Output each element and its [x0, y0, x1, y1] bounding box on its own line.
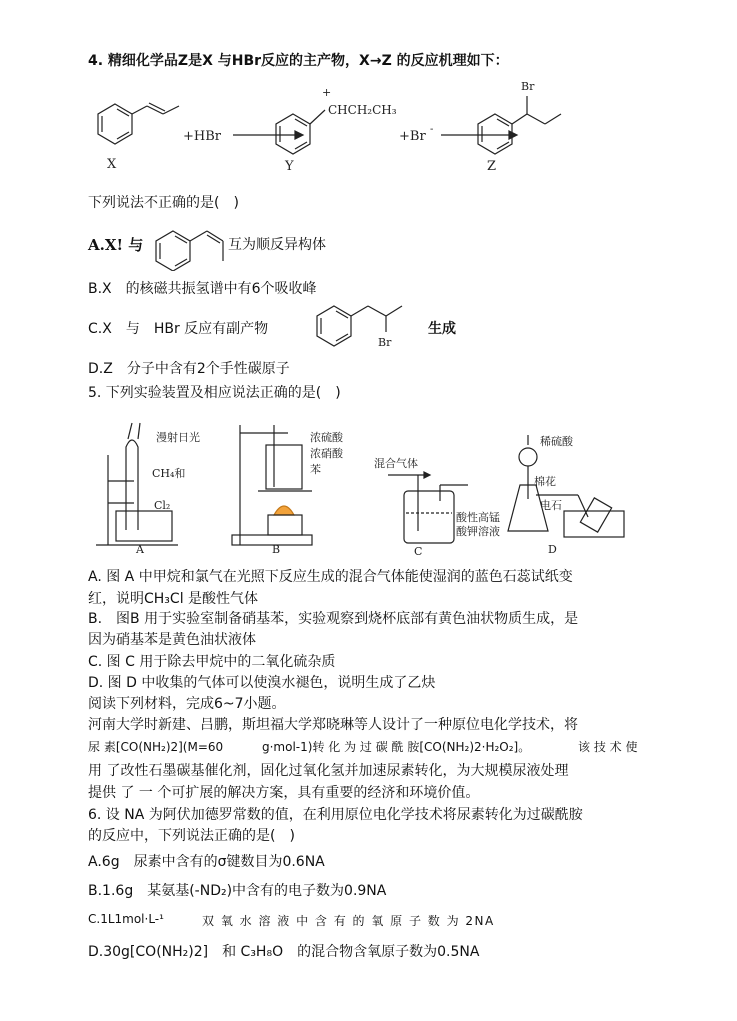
q4-option-b: B.X 的核磁共振氢谱中有6个吸收峰: [88, 281, 317, 297]
q5-option-b-line2: 因为硝基苯是黄色油状液体: [88, 632, 256, 648]
byproduct-structure: [312, 296, 422, 354]
q6-option-c-a: C.1L1mol·L-¹: [88, 912, 164, 926]
label-z: Z: [487, 159, 497, 174]
q4-stem: 下列说法不正确的是( ): [88, 195, 239, 211]
br-minus-charge: -: [430, 124, 434, 135]
q4-option-a-prefix: A.X! 与: [88, 236, 144, 254]
q6-option-a: A.6g 尿素中含有的σ键数目为0.6NA: [88, 854, 325, 870]
q6-title-line1: 6. 设 NA 为阿伏加德罗常数的值，在利用原位电化学技术将尿素转化为过碳酰胺: [88, 807, 583, 823]
label-b: B: [272, 543, 281, 555]
arrow-1: [233, 131, 303, 139]
plus-br: +Br: [399, 129, 426, 144]
q6-option-c-b: 双 氧 水 溶 液 中 含 有 的 氧 原 子 数 为 2NA: [202, 914, 495, 928]
cis-isomer-structure: [153, 219, 233, 271]
q6-title-line2: 的反应中，下列说法正确的是( ): [88, 828, 295, 844]
y-chain: CHCH₂CH₃: [328, 103, 397, 117]
reading-p4: 提供 了 一 个可扩展的解决方案，具有重要的经济和环境价值。: [88, 785, 480, 801]
b-acid2-label: 浓硝酸: [310, 447, 343, 460]
a-cl2-label: Cl₂: [154, 499, 171, 512]
label-x: X: [107, 157, 117, 172]
c-sol2-label: 酸钾溶液: [456, 525, 500, 538]
y-plus-charge: +: [322, 86, 332, 99]
q5-option-d: D. 图 D 中收集的气体可以使溴水褪色，说明生成了乙炔: [88, 675, 436, 691]
q5-option-a-line1: A. 图 A 中甲烷和氯气在光照下反应生成的混合气体能使湿润的蓝色石蕊试纸变: [88, 569, 573, 585]
q4-option-a-suffix: 互为顺反异构体: [228, 237, 326, 253]
reading-p3: 用 了改性石墨碳基催化剂，固化过氧化氢并加速尿素转化，为大规模尿液处理: [88, 763, 569, 779]
label-y: Y: [285, 159, 294, 174]
q4-option-d: D.Z 分子中含有2个手性碳原子: [88, 361, 290, 377]
b-acid1-label: 浓硫酸: [310, 431, 343, 444]
molecule-y: [276, 110, 325, 154]
q5-title: 5. 下列实验装置及相应说法正确的是( ): [88, 385, 341, 401]
q4-option-c-prefix: C.X 与 HBr 反应有副产物: [88, 321, 269, 337]
q5-option-a-line2: 红，说明CH₃Cl 是酸性气体: [88, 591, 259, 607]
apparatus-d: [508, 435, 624, 537]
label-a: A: [136, 543, 144, 555]
a-light-label: 漫射日光: [156, 431, 200, 444]
q5-option-c: C. 图 C 用于除去甲烷中的二氧化硫杂质: [88, 654, 336, 670]
d-acid-label: 稀硫酸: [540, 435, 573, 448]
q5-option-b-line1: B. 图B 用于实验室制备硝基苯，实验观察到烧杯底部有黄色油状物质生成，是: [88, 611, 579, 627]
apparatus-b: [232, 425, 312, 545]
q6-option-b: B.1.6g 某氨基(-ND₂)中含有的电子数为0.9NA: [88, 883, 387, 899]
plus-hbr: +HBr: [183, 129, 221, 144]
a-ch4-label: CH₄和: [152, 467, 186, 480]
z-br: Br: [521, 80, 535, 93]
q6-option-d: D.30g[CO(NH₂)2] 和 C₃H₈O 的混合物含氧原子数为0.5NA: [88, 944, 480, 960]
reading-p2-c: 该 技 术 使: [578, 740, 638, 754]
reading-p2-b: g·mol-1)转 化 为 过 碳 酰 胺[CO(NH₂)2·H₂O₂]。: [262, 740, 531, 754]
reading-p2-a: 尿 素[CO(NH₂)2](M=60: [88, 740, 224, 754]
label-c: C: [414, 545, 423, 555]
c-sol1-label: 酸性高锰: [456, 511, 500, 524]
arrow-2: [441, 131, 517, 139]
q4-title: 4. 精细化学品Z是X 与HBr反应的主产物，X→Z 的反应机理如下：: [88, 53, 509, 69]
d-cotton-label: 棉花: [534, 475, 556, 488]
byproduct-br: Br: [378, 336, 392, 349]
molecule-x: [98, 103, 179, 144]
reading-intro: 阅读下列材料，完成6~7小题。: [88, 696, 286, 712]
reading-p1: 河南大学时新建、吕鹏，斯坦福大学郑晓琳等人设计了一种原位电化学技术，将: [88, 717, 578, 733]
molecule-z: [478, 96, 561, 154]
reaction-scheme: [85, 78, 625, 178]
apparatus-figures: [88, 405, 648, 555]
q4-option-c-suffix: 生成: [428, 321, 456, 337]
b-benzene-label: 苯: [310, 463, 321, 476]
c-gas-label: 混合气体: [374, 457, 418, 470]
label-d: D: [548, 543, 557, 555]
d-carbide-label: 电石: [540, 499, 562, 512]
